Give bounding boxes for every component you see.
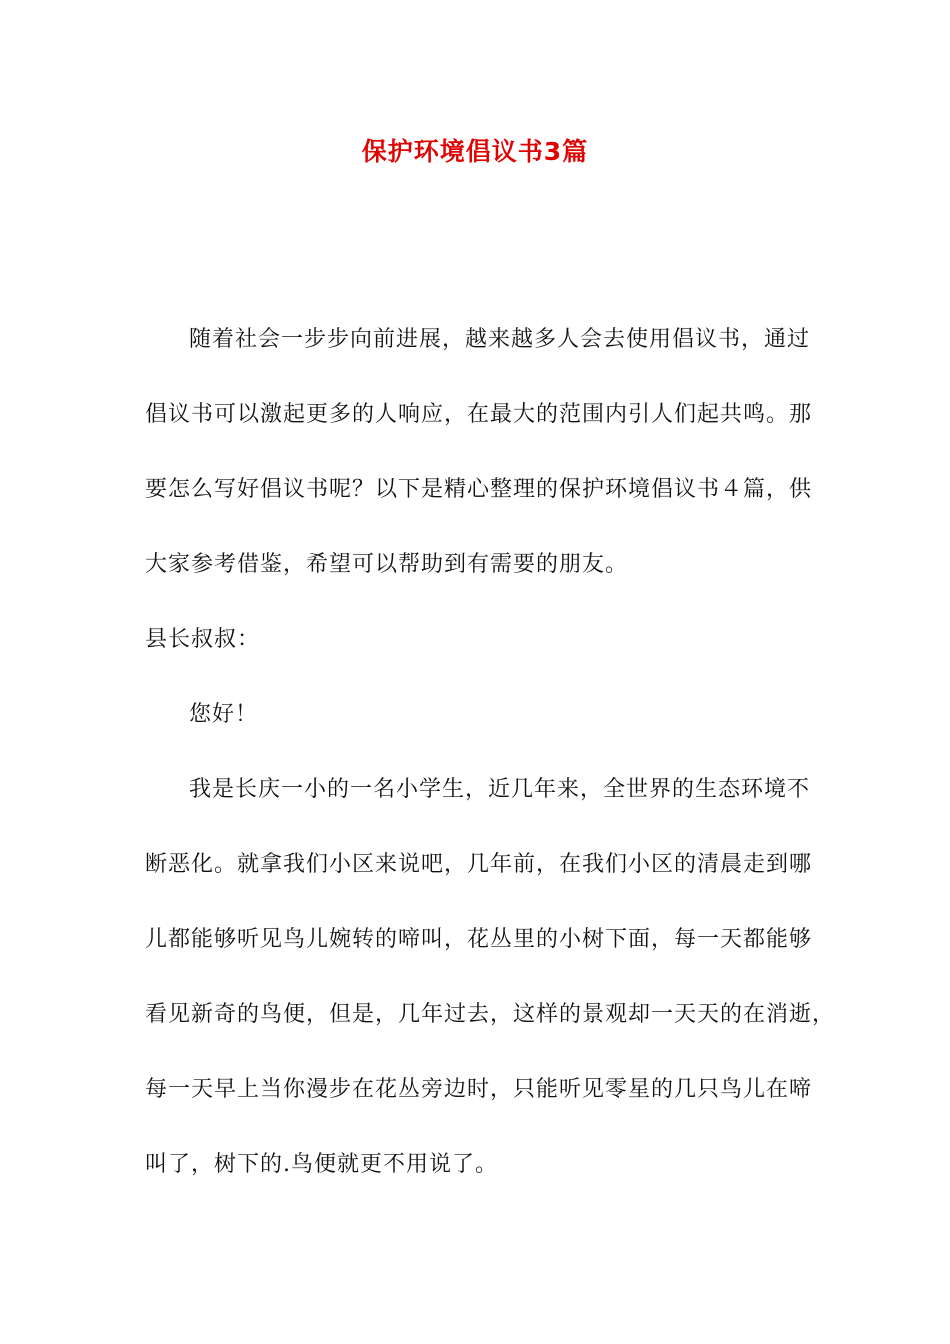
greeting: 您好！ <box>189 702 259 727</box>
paragraph-line: 看见新奇的鸟便，但是，几年过去，这样的景观却一天天的在消逝， <box>145 1002 836 1027</box>
paragraph-line: 断恶化。就拿我们小区来说吧，几年前，在我们小区的清晨走到哪 <box>145 852 813 877</box>
paragraph-line: 叫了，树下的.鸟便就更不用说了。 <box>145 1152 498 1177</box>
paragraph-line: 倡议书可以激起更多的人响应，在最大的范围内引人们起共鸣。那 <box>145 402 813 427</box>
paragraph-line: 大家参考借鉴，希望可以帮助到有需要的朋友。 <box>145 552 629 577</box>
paragraph-line: 随着社会一步步向前进展，越来越多人会去使用倡议书，通过 <box>189 327 811 352</box>
paragraph-line: 我是长庆一小的一名小学生，近几年来，全世界的生态环境不 <box>189 777 811 802</box>
paragraph-line: 要怎么写好倡议书呢？以下是精心整理的保护环境倡议书４篇，供 <box>145 477 813 502</box>
page-title: 保护环境倡议书3篇 <box>361 137 589 166</box>
paragraph-line: 儿都能够听见鸟儿婉转的啼叫，花丛里的小树下面，每一天都能够 <box>145 927 813 952</box>
paragraph-line: 每一天早上当你漫步在花丛旁边时，只能听见零星的几只鸟儿在啼 <box>145 1077 813 1102</box>
salutation: 县长叔叔： <box>145 627 261 652</box>
